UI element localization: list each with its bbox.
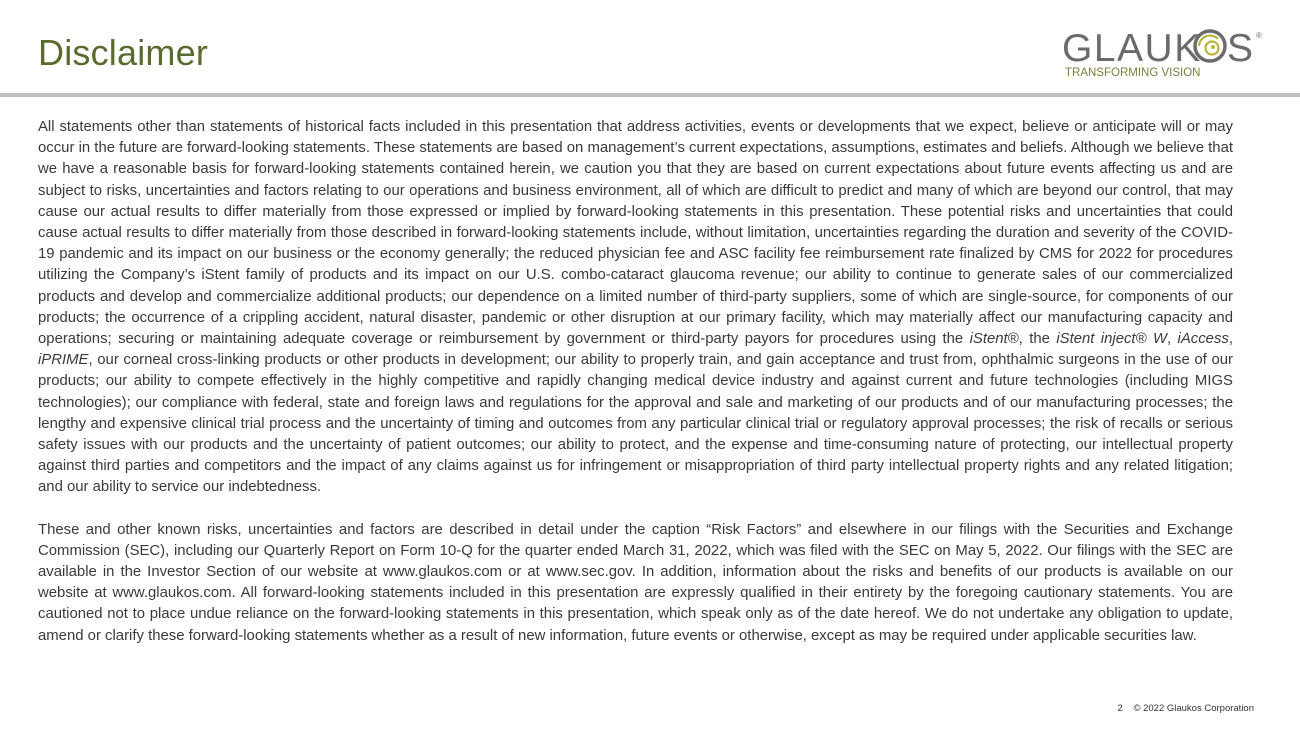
disclaimer-body [38,117,1233,668]
product-name-italic: iPRIME [38,352,89,369]
disclaimer-paragraph-1 [38,117,1233,499]
eye-swirl-icon [1195,31,1225,61]
glaukos-wordmark [1062,26,1267,66]
glaukos-logo [1062,26,1267,82]
header-divider [0,93,1300,97]
text-run: All statements other than statements of historical facts included in this presentation that address activities, events or developments that we expect, believe or anticipate will or may occur in the future are forward-looking statements. These statements are based on management’s current expectations, assumptions, estimates and beliefs. Although we believe that we have a reasonable basis for forward-looking statements contained herein, we caution you that they are based on current expectations about future events affecting us and are subject to risks, uncertainties and factors relating to our operations and business environment, all of which are difficult to predict and many of which are beyond our control, that may cause our actual results to differ materially from those expressed or implied by forward-looking statements in this presentation. These potential risks and uncertainties that could cause actual results to differ materially from those described in forward-looking statements include, without limitation, uncertainties regarding the duration and severity of the COVID-19 pandemic and its impact on our business or the economy generally; the reduced physician fee and ASC facility fee reimbursement rate finalized by CMS for 2022 for procedures utilizing the Company’s iStent family of products and its impact on our U.S. combo-cataract glaucoma revenue; our ability to continue to generate sales of our commercialized products and develop and commercialize additional products; our dependence on a limited number of third-party suppliers, some of which are single-source, for components of our products; the occurrence of a crippling accident, natural disaster, pandemic or other disruption at our primary facility, which may materially affect our manufacturing capacity and operations; securing or maintaining adequate coverage or reimbursement by government or third-party payors for procedures using the [38,119,1233,348]
text-run: , the [1018,331,1057,348]
registered-mark: ® [1256,31,1262,40]
slide-footer [1118,703,1254,714]
product-name-italic: iAccess [1177,331,1229,348]
logo-tagline: TRANSFORMING VISION [1065,67,1201,79]
disclaimer-paragraph-2: These and other known risks, uncertainties and factors are described in detail under the caption “Risk Factors” and elsewhere in our filings with the Securities and Exchange Commission (SEC), including our Quarterly Report on Form 10-Q for the quarter ended March 31, 2022, which was filed with the SEC on May 5, 2022. Our filings with the SEC are available in the Investor Section of our website at www.glaukos.com or at www.sec.gov. In addition, information about the risks and benefits of our products is available on our website at www.glaukos.com. All forward-looking statements included in this presentation are expressly qualified in their entirety by the foregoing cautionary statements. You are cautioned not to place undue reliance on the forward-looking statements in this presentation, which speak only as of the date hereof. We do not undertake any obligation to update, amend or clarify these forward-looking statements whether as a result of new information, future events or otherwise, except as may be required under applicable securities law. [38,521,1233,644]
page-title: Disclaimer [38,32,209,73]
text-run: , our corneal cross-linking products or other products in development; our ability to properly train, and gain acceptance and trust from, ophthalmic surgeons in the use of our products; our ability to compete effectively in the highly competitive and rapidly changing medical device industry and against current and future technologies (including MIGS technologies); our compliance with federal, state and foreign laws and regulations for the approval and sale and marketing of our products and of our manufacturing processes; the lengthy and expensive clinical trial process and the uncertainty of timing and outcomes from any particular clinical trial or regulatory approval processes; the risk of recalls or serious safety issues with our products and the uncertainty of patient outcomes; our ability to protect, and the expense and time-consuming nature of protecting, our intellectual property against third parties and competitors and the impact of any claims against us for infringement or misappropriation of third party intellectual property rights and any related litigation; and our ability to service our indebtedness. [38,352,1233,496]
product-name-italic: iStent® [969,331,1019,348]
wordmark-end-text: S [1227,27,1254,66]
page-number: 2 [1117,703,1123,714]
product-name-italic: iStent inject® W [1056,331,1167,348]
text-run: , [1167,331,1178,348]
text-run: , [1228,331,1233,348]
copyright-notice: © 2022 Glaukos Corporation [1133,703,1254,714]
wordmark-text: GLAUK [1062,27,1202,66]
